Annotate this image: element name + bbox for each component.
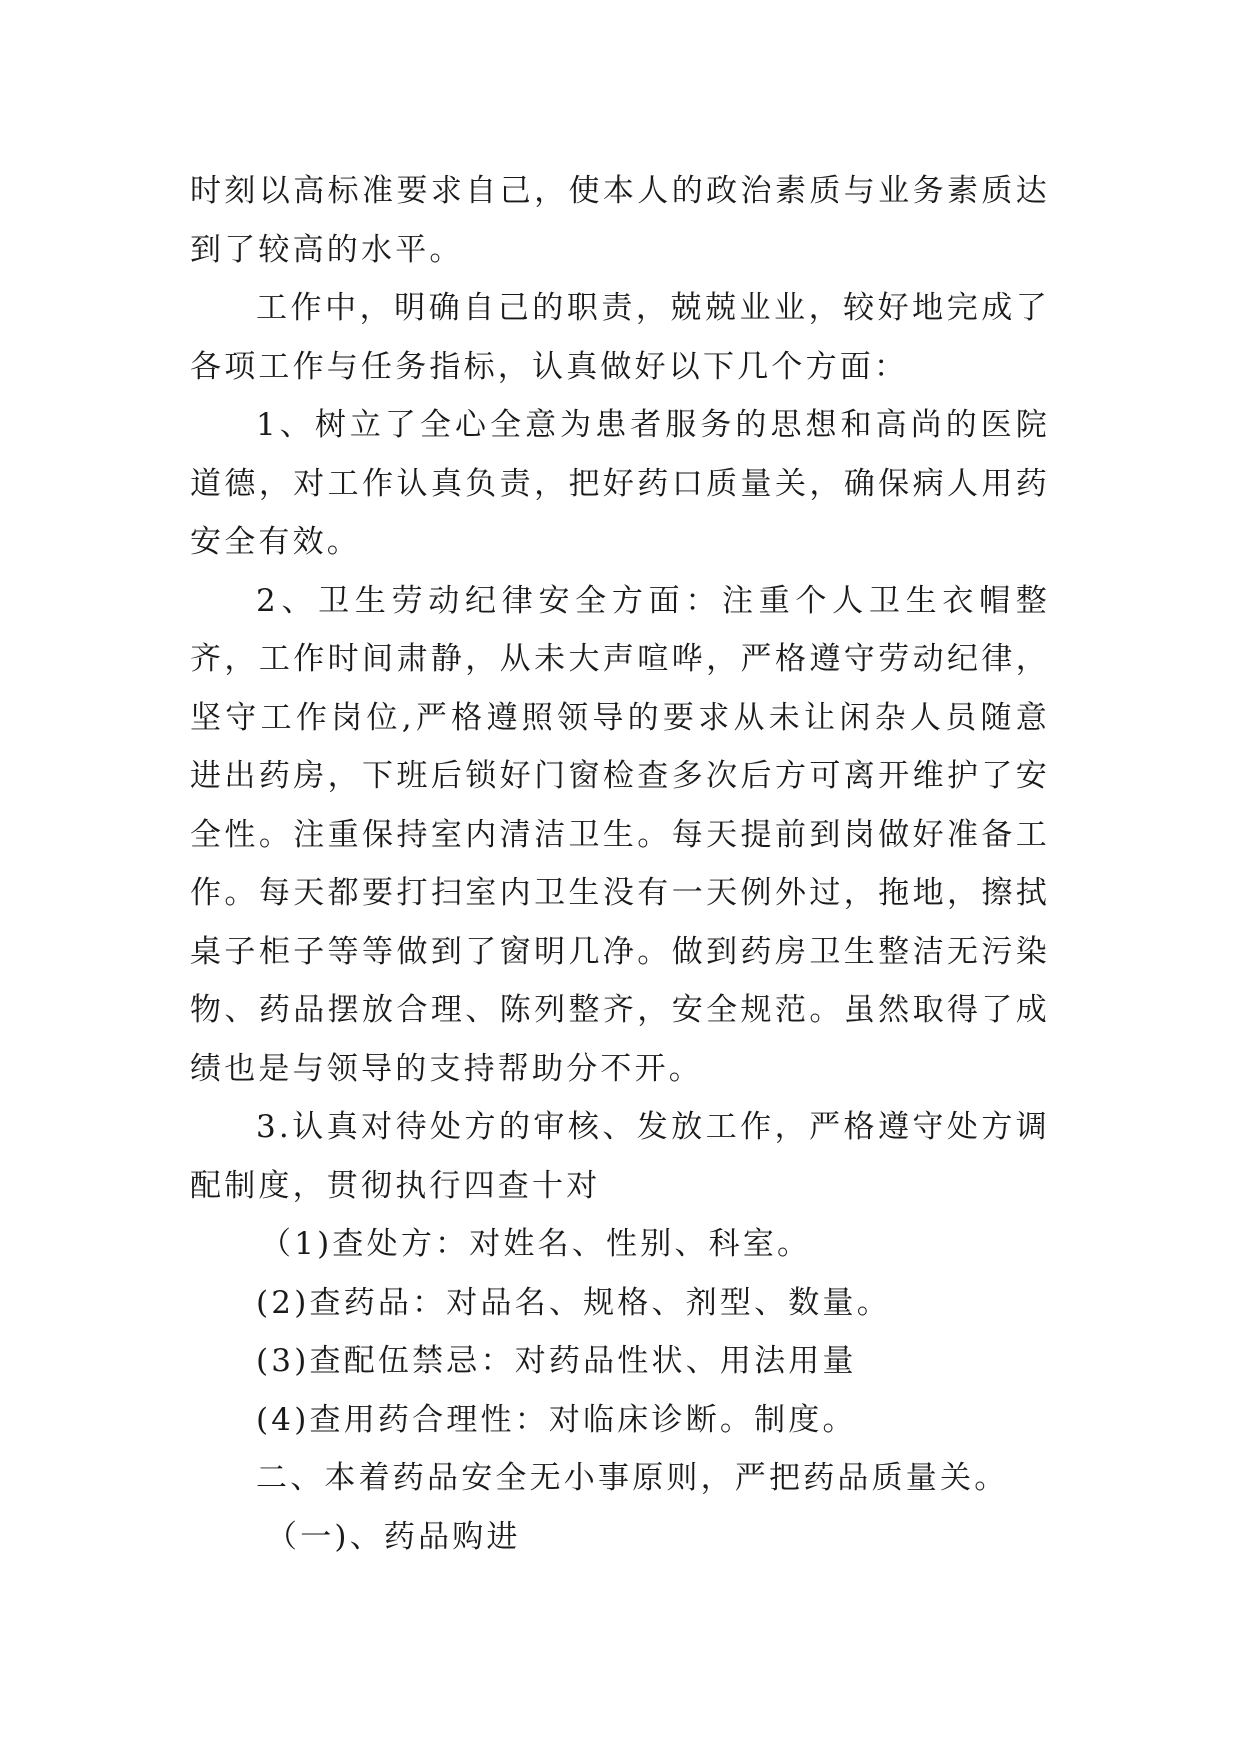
check-item-compatibility: (3)查配伍禁忌：对药品性状、用法用量	[256, 1343, 857, 1379]
check-item-rationality: (4)查用药合理性：对临床诊断。制度。	[256, 1401, 857, 1438]
paragraph-work-duties: 工作中，明确自己的职责，兢兢业业，较好地完成了各项工作与任务指标，认真做好以下几个方面：	[190, 290, 1050, 385]
paragraph-continuation: 时刻以高标准要求自己，使本人的政治素质与业务素质达到了较高的水平。	[190, 173, 1050, 268]
check-item-drug: (2)查药品：对品名、规格、剂型、数量。	[256, 1284, 891, 1321]
paragraph-point-2: 2、卫生劳动纪律安全方面：注重个人卫生衣帽整齐，工作时间肃静，从未大声喧哗，严格遵守劳动纪律，坚守工作岗位,严格遵照领导的要求从未让闲杂人员随意进出药房，下班后锁好门窗检查多次后方可离开维护了安全性。注重保持室内清洁卫生。每天提前到岗做好准备工作。每天都要打扫室内卫生没有一天例外过，拖地，擦拭桌子柜子等等做到了窗明几净。做到药房卫生整洁无污染物、药品摆放合理、陈列整齐，安全规范。虽然取得了成绩也是与领导的支持帮助分不开。	[190, 582, 1050, 1087]
document-body	[190, 162, 1050, 1566]
subsection-heading-purchase: （一)、药品购进	[266, 1518, 521, 1555]
paragraph-point-1: 1、树立了全心全意为患者服务的思想和高尚的医院道德，对工作认真负责，把好药口质量关，确保病人用药安全有效。	[190, 407, 1050, 560]
check-item-prescription: （1)查处方：对姓名、性别、科室。	[260, 1226, 812, 1262]
paragraph-point-3: 3.认真对待处方的审核、发放工作，严格遵守处方调配制度，贯彻执行四查十对	[190, 1109, 1050, 1204]
section-heading-quality: 二、本着药品安全无小事原则，严把药品质量关。	[256, 1460, 1009, 1496]
